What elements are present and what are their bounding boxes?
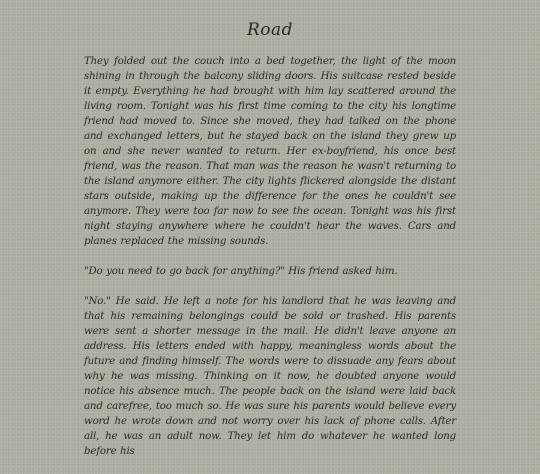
story-title: Road	[246, 20, 294, 40]
story-body	[84, 54, 456, 474]
paragraph: "Do you need to go back for anything?" His friend asked him.	[84, 266, 398, 277]
paragraph: They folded out the couch into a bed together, the light of the moon shining in through the balcony sliding doors. His suitcase rested beside it empty. Everything he had brought with him lay scattered around the living room. Tonight was his first time coming to the city his longtime friend had moved to. Since she moved, they had talked on the phone and exchanged letters, but he stayed back on the island they grew up on and she never wanted to return. Her ex-boyfriend, his once best friend, was the reason. That man was the reason he wasn't returning to the island anymore either. The city lights flickered alongside the distant stars outside, making up the difference for the ones he couldn't see anymore. They were too far now to see the ocean. Tonight was his first night staying anywhere where he couldn't hear the waves. Cars and planes replaced the missing sounds.	[84, 56, 456, 247]
paragraph: "No." He said. He left a note for his landlord that he was leaving and that his remaining belongings could be sold or trashed. His parents were sent a shorter message in the mail. He didn't leave anyone an address. His letters ended with happy, meaningless words about the future and finding himself. The words were to dissuade any fears about why he was missing. Thinking on it now, he doubted anyone would notice his absence much. The people back on the island were laid back and carefree, too much so. He was sure his parents would believe every word he wrote down and not worry over his lack of phone calls. After all, he was an adult now. They let him do whatever he wanted long before his	[84, 296, 456, 457]
